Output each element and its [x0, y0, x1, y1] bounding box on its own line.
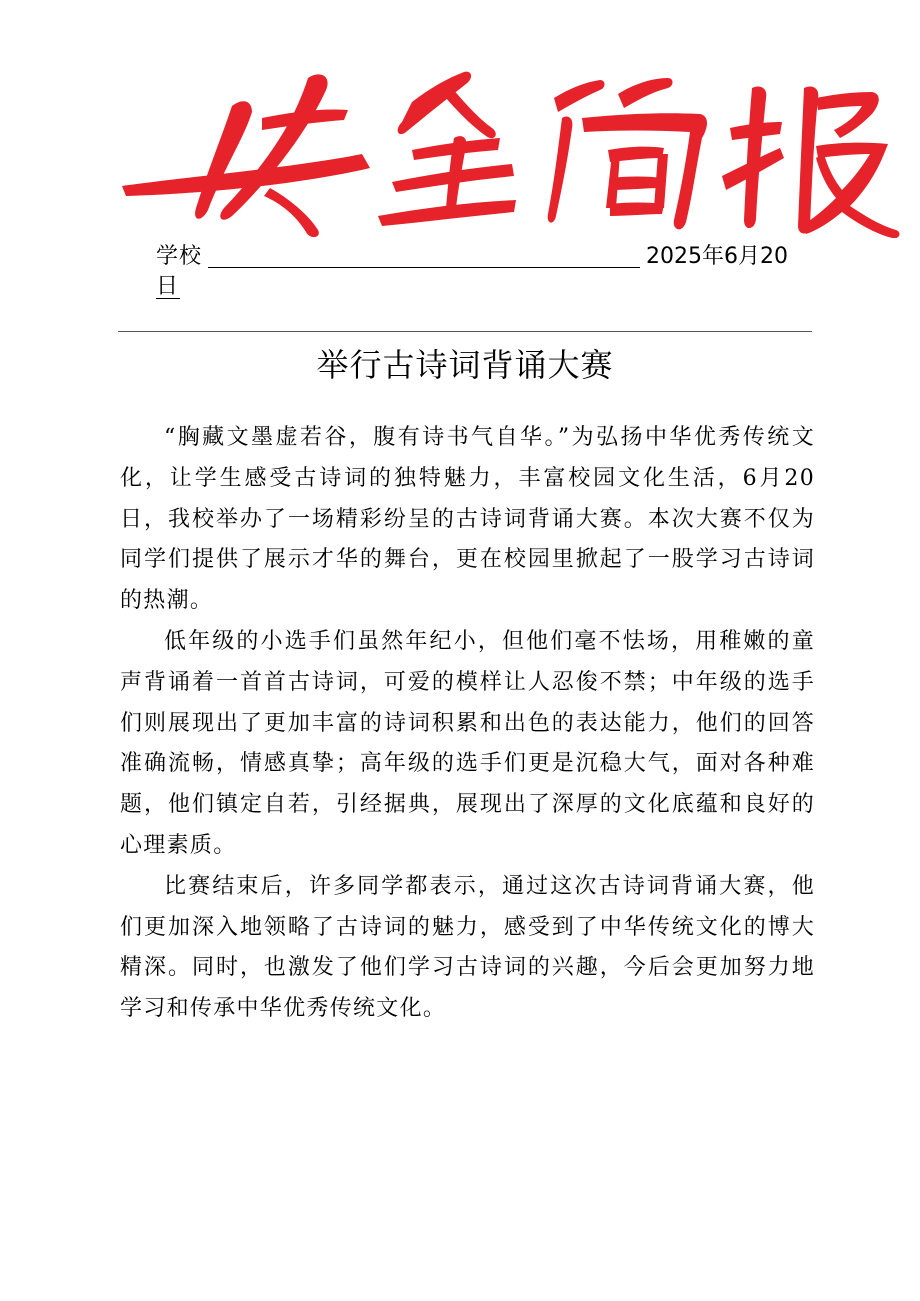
article-body: [120, 418, 815, 1030]
header-divider: [118, 331, 812, 332]
school-underline: [208, 267, 640, 268]
article-paragraph: 低年级的小选手们虽然年纪小，但他们毫不怯场，用稚嫩的童声背诵着一首首古诗词，可爱的模样让人忍俊不禁；中年级的选手们则展现出了更加丰富的诗词积累和出色的表达能力，他们的回答准确流畅，情感真挚；高年级的选手们更是沉稳大气，面对各种难题，他们镇定自若，引经据典，展现出了深厚的文化底蕴和良好的心理素质。: [120, 628, 815, 858]
issue-meta: [156, 242, 788, 304]
issue-date-day: 日: [156, 274, 179, 299]
article-paragraph: 比赛结束后，许多同学都表示，通过这次古诗词背诵大赛，他们更加深入地领略了古诗词的魅力，感受到了中华传统文化的博大精深。同时，也激发了他们学习古诗词的兴趣，今后会更加努力地学习和传承中华优秀传统文化。: [120, 873, 815, 1022]
article-paragraph: “胸藏文墨虚若谷，腹有诗书气自华。”为弘扬中华优秀传统文化，让学生感受古诗词的独特魅力，丰富校园文化生活，6月20日，我校举办了一场精彩纷呈的古诗词背诵大赛。本次大赛不仅为同学们提供了展示才华的舞台，更在校园里掀起了一股学习古诗词的热潮。: [120, 425, 815, 614]
article-headline: 举行古诗词背诵大赛: [316, 346, 614, 384]
day-underline: [156, 298, 180, 299]
masthead-strokes: [122, 72, 899, 238]
issue-date: 2025年6月20: [646, 244, 788, 269]
masthead-logo: [112, 58, 902, 238]
school-label: 学校: [156, 244, 203, 269]
masthead-calligraphy: [112, 58, 902, 238]
